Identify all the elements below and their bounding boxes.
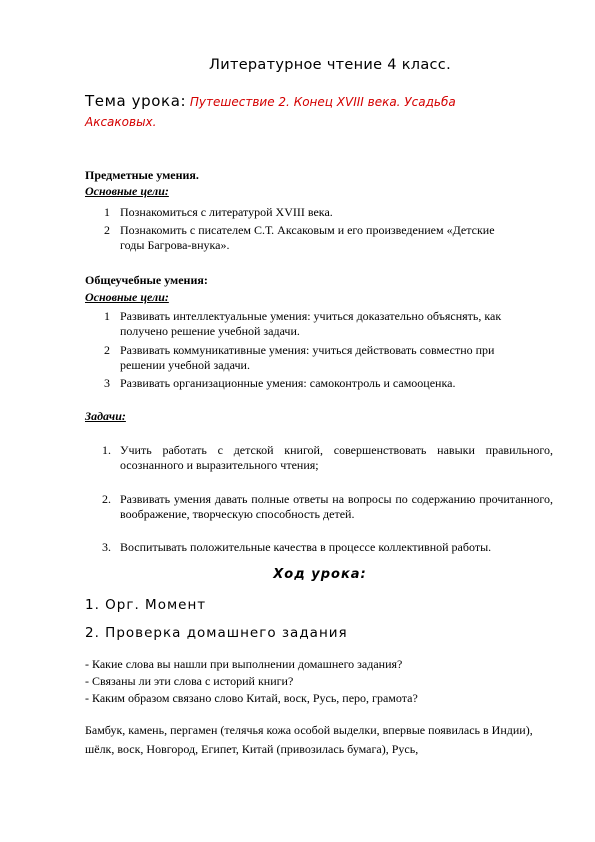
list-item-number: 3 xyxy=(104,376,110,390)
task-text: Учить работать с детской книгой, совершенствовать навыки правильного, осознанного и выразительного чтения; xyxy=(120,443,553,472)
answer-paragraph: Бамбук, камень, пергамен (телячья кожа особой выделки, впервые появилась в Индии), шёлк, воск, Новгород, Египет, Китай (привозилась бумага), Русь, xyxy=(85,723,533,756)
lesson-course-heading: Ход урока: xyxy=(273,567,367,582)
document-title: Литературное чтение 4 класс. xyxy=(209,57,451,73)
list-item-number: 1 xyxy=(104,205,110,219)
list-item-number: 1 xyxy=(104,309,110,323)
general-skills-heading: Общеучебные умения: xyxy=(85,273,208,287)
list-item-number: 2 xyxy=(104,343,110,357)
lesson-step: 2. Проверка домашнего задания xyxy=(85,625,348,641)
task-text: Развивать умения давать полные ответы на вопросы по содержанию прочитанного, воображение, творческую способность детей. xyxy=(120,492,553,521)
lesson-step: 1. Орг. Момент xyxy=(85,597,207,613)
question-line: - Связаны ли эти слова с историй книги? xyxy=(85,674,294,688)
list-item-text: Развивать коммуникативные умения: учиться действовать совместно при решении учебной задачи. xyxy=(120,343,495,372)
topic-label: Тема урока: xyxy=(85,92,187,110)
question-line: - Какие слова вы нашли при выполнении домашнего задания? xyxy=(85,657,403,671)
task-number: 2. xyxy=(102,492,111,506)
task-number: 1. xyxy=(102,443,111,457)
topic-text: Путешествие 2. Конец XVIII века. Усадьба Аксаковых. xyxy=(85,95,456,129)
list-item-text: Развивать организационные умения: самоконтроль и самооценка. xyxy=(120,376,456,390)
subject-skills-goals-label: Основные цели: xyxy=(85,184,169,198)
lesson-topic xyxy=(85,91,525,132)
question-line: - Каким образом связано слово Китай, воск, Русь, перо, грамота? xyxy=(85,691,418,705)
list-item-text: Развивать интеллектуальные умения: учиться доказательно объяснять, как получено решение учебной задачи. xyxy=(120,309,502,338)
list-item-text: Познакомиться с литературой XVIII века. xyxy=(120,205,333,219)
task-text: Воспитывать положительные качества в процессе коллективной работы. xyxy=(120,540,492,554)
subject-skills-heading: Предметные умения. xyxy=(85,168,199,182)
list-item-number: 2 xyxy=(104,223,110,237)
task-number: 3. xyxy=(102,540,111,554)
general-skills-goals-label: Основные цели: xyxy=(85,290,169,304)
list-item-text: Познакомить с писателем С.Т. Аксаковым и его произведением «Детские годы Багрова-внука». xyxy=(120,223,495,252)
tasks-heading: Задачи: xyxy=(85,409,126,423)
